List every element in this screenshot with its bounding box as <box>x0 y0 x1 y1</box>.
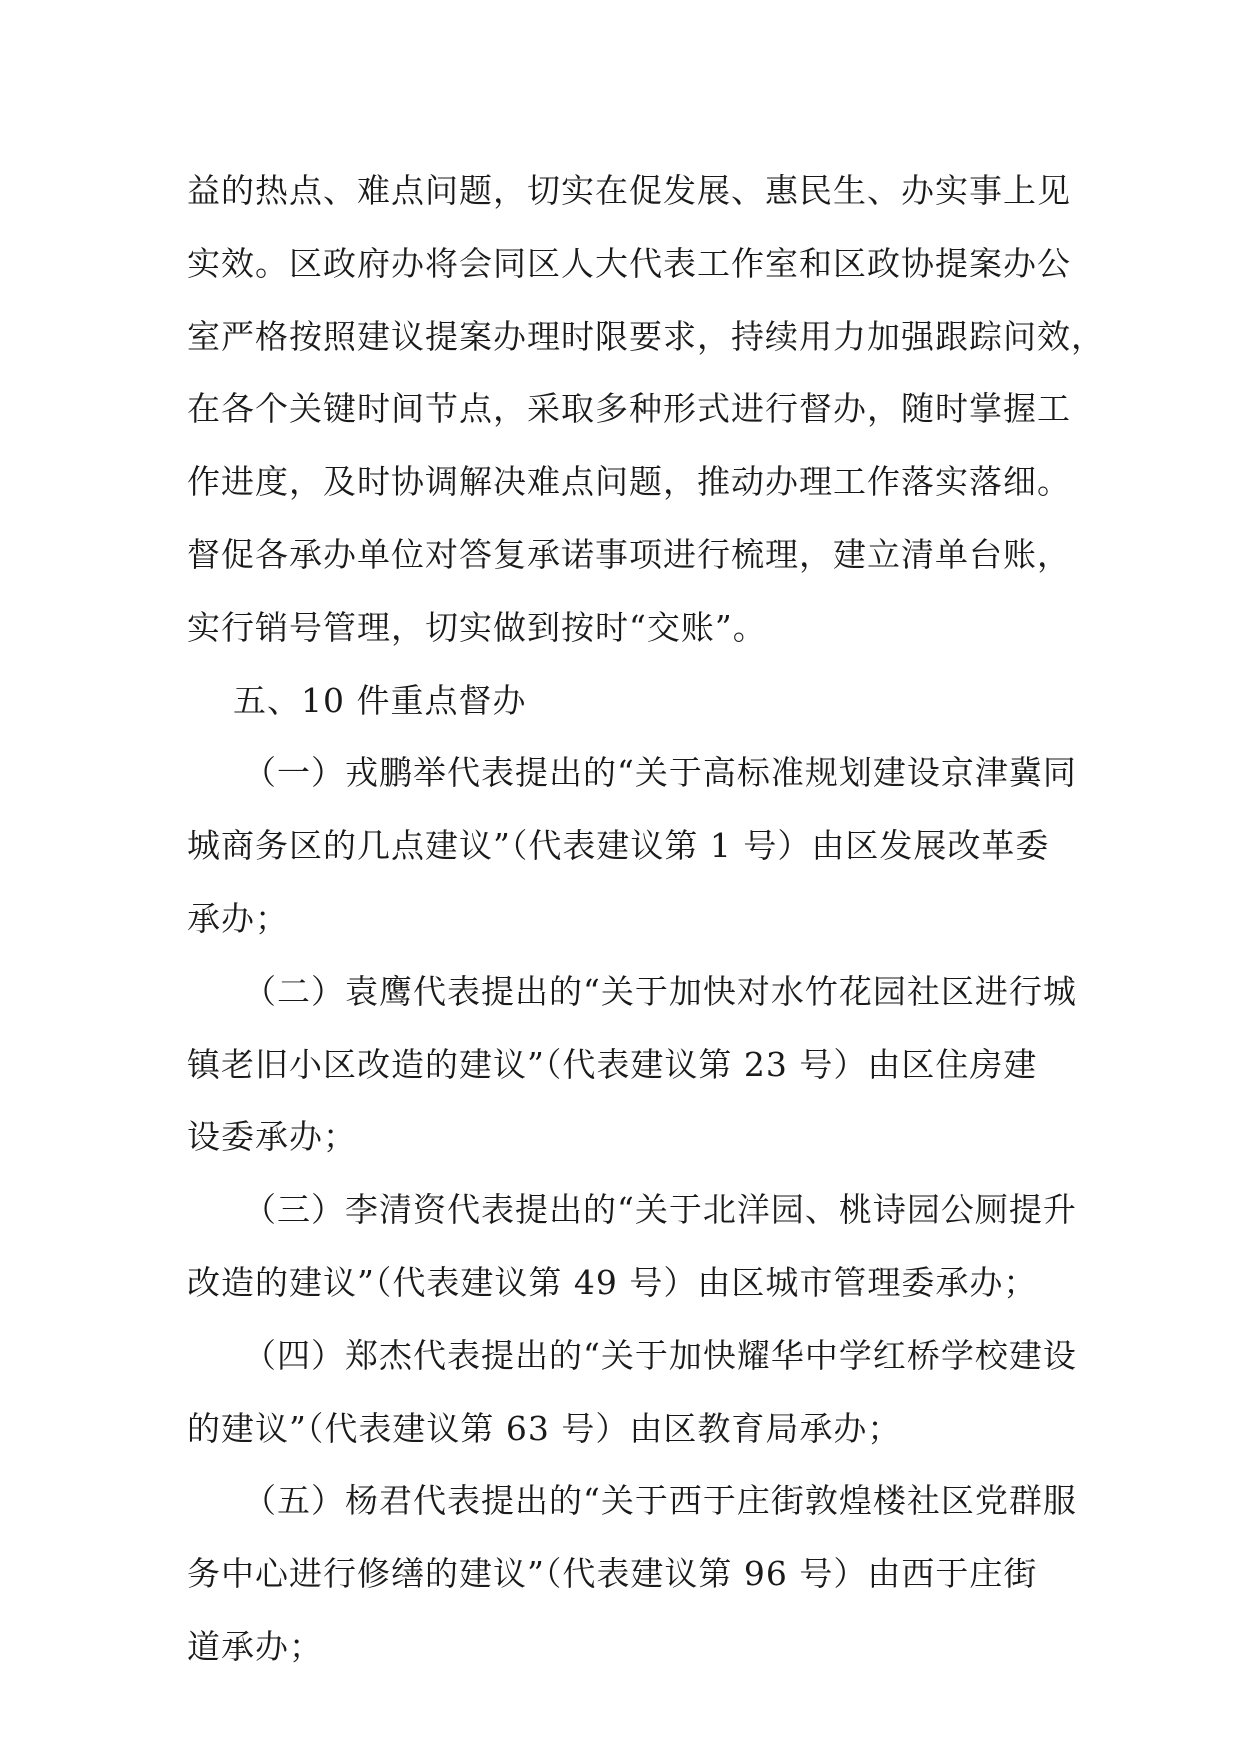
list-item <box>187 737 1087 955</box>
paragraph-line: 实行销号管理，切实做到按时“交账”。 <box>187 607 767 647</box>
paragraph-line: 作进度，及时协调解决难点问题，推动办理工作落实落细。 <box>187 462 1071 502</box>
paragraph-line: 在各个关键时间节点，采取多种形式进行督办，随时掌握工 <box>187 389 1071 429</box>
item-line: 承办； <box>187 898 289 938</box>
list-item <box>187 956 1087 1174</box>
paragraph-line: 督促各承办单位对答复承诺事项进行梳理，建立清单台账， <box>187 534 1071 574</box>
item-line: 道承办； <box>187 1626 323 1666</box>
item-line: （一）戎鹏举代表提出的“关于高标准规划建设京津冀同 <box>243 753 1077 793</box>
item-line: （四）郑杰代表提出的“关于加快耀华中学红桥学校建设 <box>243 1335 1077 1375</box>
paragraph-line: 室严格按照建议提案办理时限要求，持续用力加强跟踪问效， <box>187 316 1105 356</box>
item-line: （五）杨君代表提出的“关于西于庄街敦煌楼社区党群服 <box>243 1481 1077 1521</box>
item-line: 设委承办； <box>187 1117 357 1157</box>
section-heading: 五、10 件重点督办 <box>233 680 527 720</box>
item-line: 城商务区的几点建议”（代表建议第 1 号）由区发展改革委 <box>187 826 1050 866</box>
intro-paragraph <box>187 155 1105 665</box>
item-line: （二）袁鹰代表提出的“关于加快对水竹花园社区进行城 <box>243 971 1077 1011</box>
list-item <box>187 1465 1087 1683</box>
document-body <box>187 155 1105 1684</box>
paragraph-line: 实效。区政府办将会同区人大代表工作室和区政协提案办公 <box>187 243 1071 283</box>
paragraph-line: 益的热点、难点问题，切实在促发展、惠民生、办实事上见 <box>187 171 1071 210</box>
item-line: （三）李清资代表提出的“关于北洋园、桃诗园公厕提升 <box>243 1190 1077 1230</box>
item-line: 改造的建议”（代表建议第 49 号）由区城市管理委承办； <box>187 1262 1038 1302</box>
list-item <box>187 1174 1087 1320</box>
item-line: 务中心进行修缮的建议”（代表建议第 96 号）由西于庄街 <box>187 1554 1038 1594</box>
item-line: 的建议”（代表建议第 63 号）由区教育局承办； <box>187 1408 902 1448</box>
item-line: 镇老旧小区改造的建议”（代表建议第 23 号）由区住房建 <box>187 1044 1038 1084</box>
list-item <box>187 1320 1087 1466</box>
